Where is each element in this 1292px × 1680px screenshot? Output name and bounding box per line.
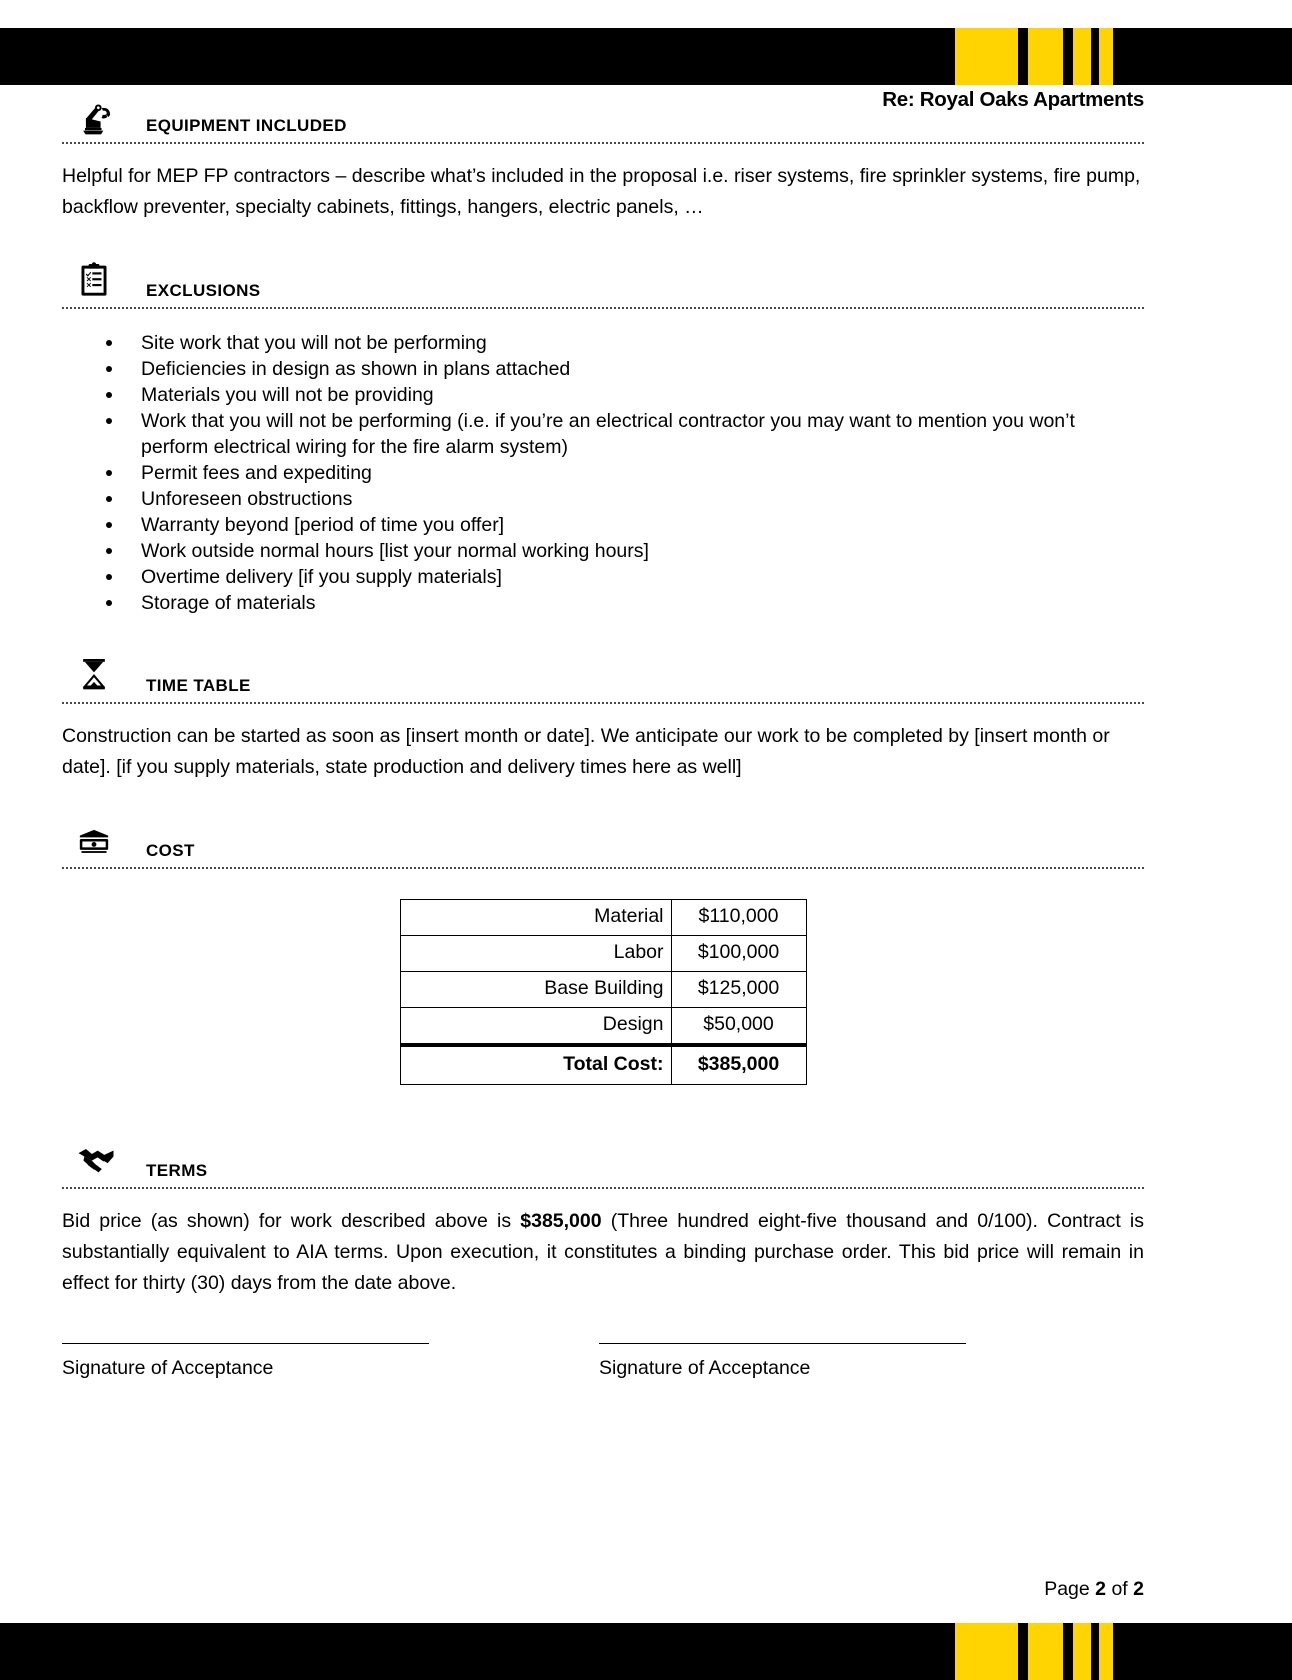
list-item [62,487,1144,513]
cost-table [400,899,807,1085]
accent-stripe-3 [1073,1623,1091,1680]
signature-label-left: Signature of Acceptance [62,1356,274,1379]
list-item [62,331,1144,357]
cost-row-label: Base Building [400,971,671,1007]
hourglass-icon [74,654,118,698]
list-item [62,461,1144,487]
document-body [62,0,1144,1403]
cost-row-label: Labor [400,935,671,971]
total-cost-amount: $385,000 [671,1045,806,1085]
list-item-text: Work outside normal hours [list your normal working hours] [141,540,649,563]
list-item [62,383,1144,409]
table-row-total [400,1045,806,1085]
page-number-footer [1044,1578,1144,1601]
section-title-terms: TERMS [146,1160,208,1180]
bullet-icon [106,522,112,528]
section-header-exclusions [62,261,1144,307]
cost-row-label: Material [400,899,671,935]
section-header-equipment [62,96,1144,142]
clipboard-checklist-icon [74,259,118,303]
accent-stripe-2 [1028,1623,1063,1680]
section-header-cost [62,821,1144,867]
list-item-text: Overtime delivery [if you supply materials] [141,566,502,589]
footer-total-pages: 2 [1133,1578,1144,1600]
footer-current-page: 2 [1095,1578,1107,1600]
bullet-icon [106,600,112,606]
total-cost-label: Total Cost: [400,1045,671,1085]
footer-prefix: Page [1044,1578,1096,1600]
bullet-icon [106,366,112,372]
table-row [400,1007,806,1045]
section-title-equipment: EQUIPMENT INCLUDED [146,116,347,135]
cost-row-amount: $50,000 [671,1007,806,1045]
signature-label-right: Signature of Acceptance [599,1356,811,1379]
accent-stripe-4 [1099,1623,1113,1680]
list-item [62,565,1144,591]
cost-row-amount: $110,000 [671,899,806,935]
bullet-icon [106,418,112,424]
bullet-icon [106,340,112,346]
bid-amount: $385,000 [520,1209,602,1232]
terms-text-part2: (Three hundred eight-five thousand and 0/100). Contract is substantially equivalent to AIA terms. Upon execution, it constitutes a binding purchase order. This bid price will remain in effect for thirty (30) days from the date above. [62,1209,1144,1294]
accent-stripe-1 [955,1623,1018,1680]
bullet-icon [106,392,112,398]
signature-block-left[interactable] [62,1343,429,1381]
section-title-cost: COST [146,840,195,860]
table-row [400,899,806,935]
equipment-paragraph: Helpful for MEP FP contractors – describe what’s included in the proposal i.e. riser systems, fire sprinkler systems, fire pump, backflow preventer, specialty cabinets, fittings, hangers, electric panels, … [62,165,1141,218]
exclusions-list [62,331,1144,617]
list-item-text: Work that you will not be performing (i.e. if you’re an electrical contractor you may want to mention you won’t perform electrical wiring for the fire alarm system) [141,410,1075,458]
money-bill-icon [74,819,118,863]
handshake-icon [74,1139,118,1183]
list-item [62,513,1144,539]
list-item-text: Storage of materials [141,592,316,615]
section-title-exclusions: EXCLUSIONS [146,281,261,300]
bullet-icon [106,470,112,476]
cost-row-amount: $100,000 [671,935,806,971]
section-divider-exclusions [62,307,1144,309]
section-divider-equipment [62,142,1144,144]
section-divider-time-table [62,702,1144,704]
signature-line-left[interactable] [62,1343,429,1344]
bottom-stripe-bar [0,1623,1292,1680]
robotic-arm-icon [74,94,118,138]
document-reference-line: Re: Royal Oaks Apartments [882,88,1144,111]
section-header-terms [62,1141,1144,1187]
signature-row [62,1343,1144,1403]
list-item-text: Unforeseen obstructions [141,488,353,511]
time-table-paragraph: Construction can be started as soon as [insert month or date]. We anticipate our work to be completed by [insert month or date]. [if you supply materials, state production and delivery times here as well] [62,724,1110,778]
cost-row-amount: $125,000 [671,971,806,1007]
list-item-text: Deficiencies in design as shown in plans attached [141,358,571,381]
bullet-icon [106,496,112,502]
footer-middle: of [1106,1578,1134,1600]
list-item [62,539,1144,565]
list-item-text: Materials you will not be providing [141,384,434,407]
cost-table-container [62,899,1144,1085]
section-divider-cost [62,867,1144,869]
bullet-icon [106,574,112,580]
list-item [62,591,1144,617]
section-title-time-table: TIME TABLE [146,675,251,695]
list-item [62,409,1144,460]
signature-block-right[interactable] [599,1343,966,1381]
list-item-text: Site work that you will not be performing [141,332,487,354]
signature-line-right[interactable] [599,1343,966,1344]
terms-paragraph [62,1206,1144,1299]
list-item [62,357,1144,383]
section-header-time-table [62,656,1144,702]
terms-text-part1: Bid price (as shown) for work described above is [62,1209,521,1232]
section-divider-terms [62,1187,1144,1189]
table-row [400,935,806,971]
bullet-icon [106,548,112,554]
table-row [400,971,806,1007]
list-item-text: Permit fees and expediting [141,461,372,484]
list-item-text: Warranty beyond [period of time you offer] [141,514,505,537]
cost-row-label: Design [400,1007,671,1045]
